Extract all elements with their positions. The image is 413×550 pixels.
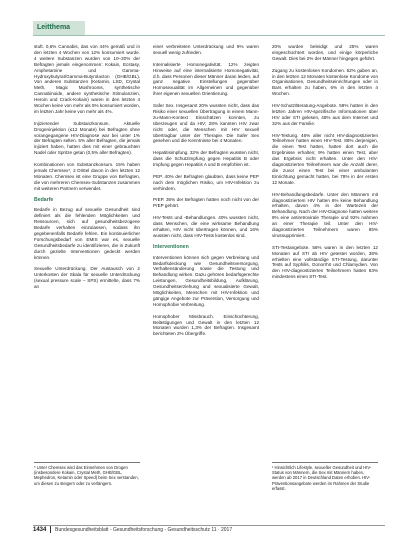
paragraph: PrEP. 36% der Befragten hatten noch nicht von der PrEP gehört.	[153, 197, 259, 209]
footnote-text: ¹ Hinsichtlich Lifestyle, sexueller Gesundheit und HIV-Status von Männern, die Sex mit Männern haben, werden ab 2017 in Deutschland Daten erhoben. HIV-Präventionsangebote werden im Rahmen der Studie erfasst.	[272, 465, 372, 491]
column-2	[153, 44, 259, 343]
paragraph: Kombinationen von Substanzkonsum. 15% haben jemals Chemsex*, 2 Drittel davon in den letzten 12 Monaten. Chemsex ist eine Gruppe von Befragten, die von mehreren Chemsex-Substanzen zusammen mit weiteren Partnern verwendet.	[34, 162, 140, 191]
page-footer	[33, 526, 232, 535]
paragraph: HIV-Testung. 46% aller nicht HIV-diagnostizierten Teilnehmer hatten einen HIV-Test. 88% derjenigen, die einen Test hatten, hatten dort auch die Ergebnisse erhalten; 9% hatten einen Test, aber das Ergebnis nicht erhalten. Unter den HIV-diagnostizierten Teilnehmern war die Anzahl derer, die zuvor einen Test bei einer ambulanten Einrichtung gemacht hatten, bei 78% in der ersten 12 Monate.	[272, 132, 378, 185]
column-1	[34, 44, 140, 296]
paragraph: stuft. 0,6% Cannabis, das von 44% gemäß und in den letzten 4 Wochen von 12% konsumiert wurde. 4 weitere Substanzen wurden von 10–20% der Befragten jemals eingenommen: Kokain, Ecstasy, Amphetamine und Gamma-Hydroxybutyrat/Gamma-Butyrolacton (GHB/GBL). Von anderen Substanzen (Ketamin, LSD, Crystal Meth, Magic Mushrooms, synthetische Cannabinoide, andere synthetische Stimulanzien, Heroin und Crack-Kokain) waren in den letzten 4 Wochen keine von mehr als 5% konsumiert worden, im letzten Jahr keine von mehr als 4%.	[34, 44, 140, 114]
paragraph: Internalisierte Homonegativität. 12% zeigten Hinweise auf eine internalisierte Homonegativität, d.h. dass Personen dieser Männer daran leiden, auf ganz negative Einstellungen gegenüber Homosexualität im Allgemeinen und gegenüber ihrer eigenen sexuellen Orientierung.	[153, 61, 259, 97]
section-heading-interventionen: Interventionen	[153, 243, 189, 250]
paragraph: HIV-Behandlungsbedarfe. Unter den Männern mit diagnostiziertem HIV hatten 6% keine Behandlung erhalten, davon 4% in der Wartezeit der Behandlung. Nach der HIV-Diagnose hatten weitere 8% eine antiretrovirale Therapie und 92% nahmen an einer Therapie teil. Unter den HIV-diagnostizierten Teilnehmern waren 85% virussupprimiert.	[272, 191, 378, 238]
footer-separator	[50, 526, 51, 533]
paragraph: HIV-Tests und -Behandlungen. 40% wussten nicht, dass Menschen, die eine wirksame Behandlung erhalten, HIV nicht übertragen können, und 16% wussten nicht, dass HIV-Tests kostenlos sind.	[153, 215, 259, 238]
paragraph: Zugang zu kostenlosen Kondomen. 52% gaben an, in den letzten 12 Monaten kostenlose Kondome von Organisationen, Gesundheitseinrichtungen oder in Bars erhalten zu haben, 6% in den letzten 4 Wochen.	[272, 67, 378, 97]
header-rule	[33, 35, 385, 36]
page-number: 1434	[33, 527, 47, 533]
footnote-text: * Unter Chemsex wird das Einnehmen von Drogen (insbesondere Kokain, Crystal Meth, GHB/GBL, Mephedron, Ketamin oder Speed) beim Sex verstanden, um diesen zu steigern oder zu verlängern.	[34, 465, 139, 486]
paragraph: Safer Sex. Insgesamt 20% wussten nicht, dass das Risiko einer sexuellen Übertragung in einem Mann-zu-Mann-Kontext Einschätzen konnten, zu überzeugen und da HIV; 28% kannten HIV zwar nicht oder, die Menschen mit HIV sexuell übertragbar unter der Therapie. Die Safer Sex gesehen und die Kenntnisse bei 4 Monaten.	[153, 103, 259, 144]
paragraph: PEP. 40% der Befragten glaubten, dass keine PEP nach dem möglichen Risiko, um HIV-Infektion zu verhindern.	[153, 173, 259, 191]
paragraph: Homophober Missbrauch. Einschüchterung, Belästigungen und Gewalt in den letzten 12 Monaten wurden 1,3% der Befragten. Insgesamt berichteten 2% Übergriffe.	[153, 313, 259, 337]
paragraph: einer verbreiteten Unterdrückung und 9% waren sexuell wenig zufrieden.	[153, 44, 259, 55]
journal-title: Bundesgesundheitsblatt - Gesundheitsforschung - Gesundheitsschutz 11 · 2017	[55, 527, 233, 533]
section-heading-bedarfe: Bedarfe	[34, 196, 54, 203]
section-tab: Leitthema	[33, 21, 85, 35]
paragraph: Interventionen können sich gegen Verbreitung und Bedarfsdeckung wie Gesundheitsversorgung, Verhaltensänderung sowie die Testung und Behandlung wirken. Dazu gehören bedarfsgerechte Leistungen, Gesundheitsbildung, Aufklärung, Gesundheitserziehung und sexualisierte Gewalt, Möglichkeiten, Menschen mit HIV-Infektion und gängige Angebote zur Prävention, Versorgung und Homophobie Verbreitung.	[153, 254, 259, 307]
footnote-left	[34, 462, 140, 489]
column-3	[272, 44, 378, 286]
paragraph: Hepatitisimpfung. 32% der Befragten wussten nicht, dass die Schutzimpfung gegen Hepatitis B oder Impfung gegen Hepatitis A und B empfohlen ist.	[153, 150, 259, 168]
paragraph: HIV-Schutz/Beratung-Angebote. 59% hatten in den letzten Jahren HIV-spezifische Informationen über HIV oder STI gelesen, 48% aus dem Internet und 32% aus der Familie.	[272, 103, 378, 126]
paragraph: Bedarfe in Bezug auf sexuelle Gesundheit sind definiert als die fehlenden Möglichkeiten und Ressourcen, sich auf gesundheitsbezogene Bedarfe verhalten einzulassen, sodass ihn gegebenenfalls Bedarfe fehlen. Ein kontinuierlicher Forschungsbedarf von EMIS war es, sexuelle Gesundheitsbedarfe zu identifizieren, die in Zukunft durch gezielte Interventionen gedeckt werden können.	[34, 207, 140, 260]
paragraph: STI-Testangebote. 58% waren in den letzten 12 Monaten auf STI ab HIV getestet worden, 38% erhielten eine vollständige STI-Testung, darunter Tests auf Syphilis, Gonorrhö und Chlamydien. Von den HIV-diagnostizierten Teilnehmern hatten 83% mindestens einen STI-Test.	[272, 244, 378, 280]
paragraph: Sexuelle Unterdrückung. Der Austausch von 2 Unterkosten der Skala für sexuelle Unterdrückung (sexual pressure scale – SPS) ermittelte, dass 7% an	[34, 266, 140, 290]
paragraph: 20% wurden beleidigt und 25% waren eingeschüchtert worden, und einige körperliche Gewalt. Dies bei 2% der Männer hingegen geführt.	[272, 44, 378, 61]
paragraph: Injizierender Substanzkonsum. Aktuelle Drogeninjektion (≤12 Monate) bei Befragten ohne vorangegangene HIV-Diagnose war bei unter 1% der Befragten selten. 5% aller Befragten, die jemals injiziert haben, hatten dies mit einer gebrauchten Nadel oder Spritze getan (0,5% aller Befragten).	[34, 120, 140, 156]
footnote-right	[272, 462, 378, 494]
